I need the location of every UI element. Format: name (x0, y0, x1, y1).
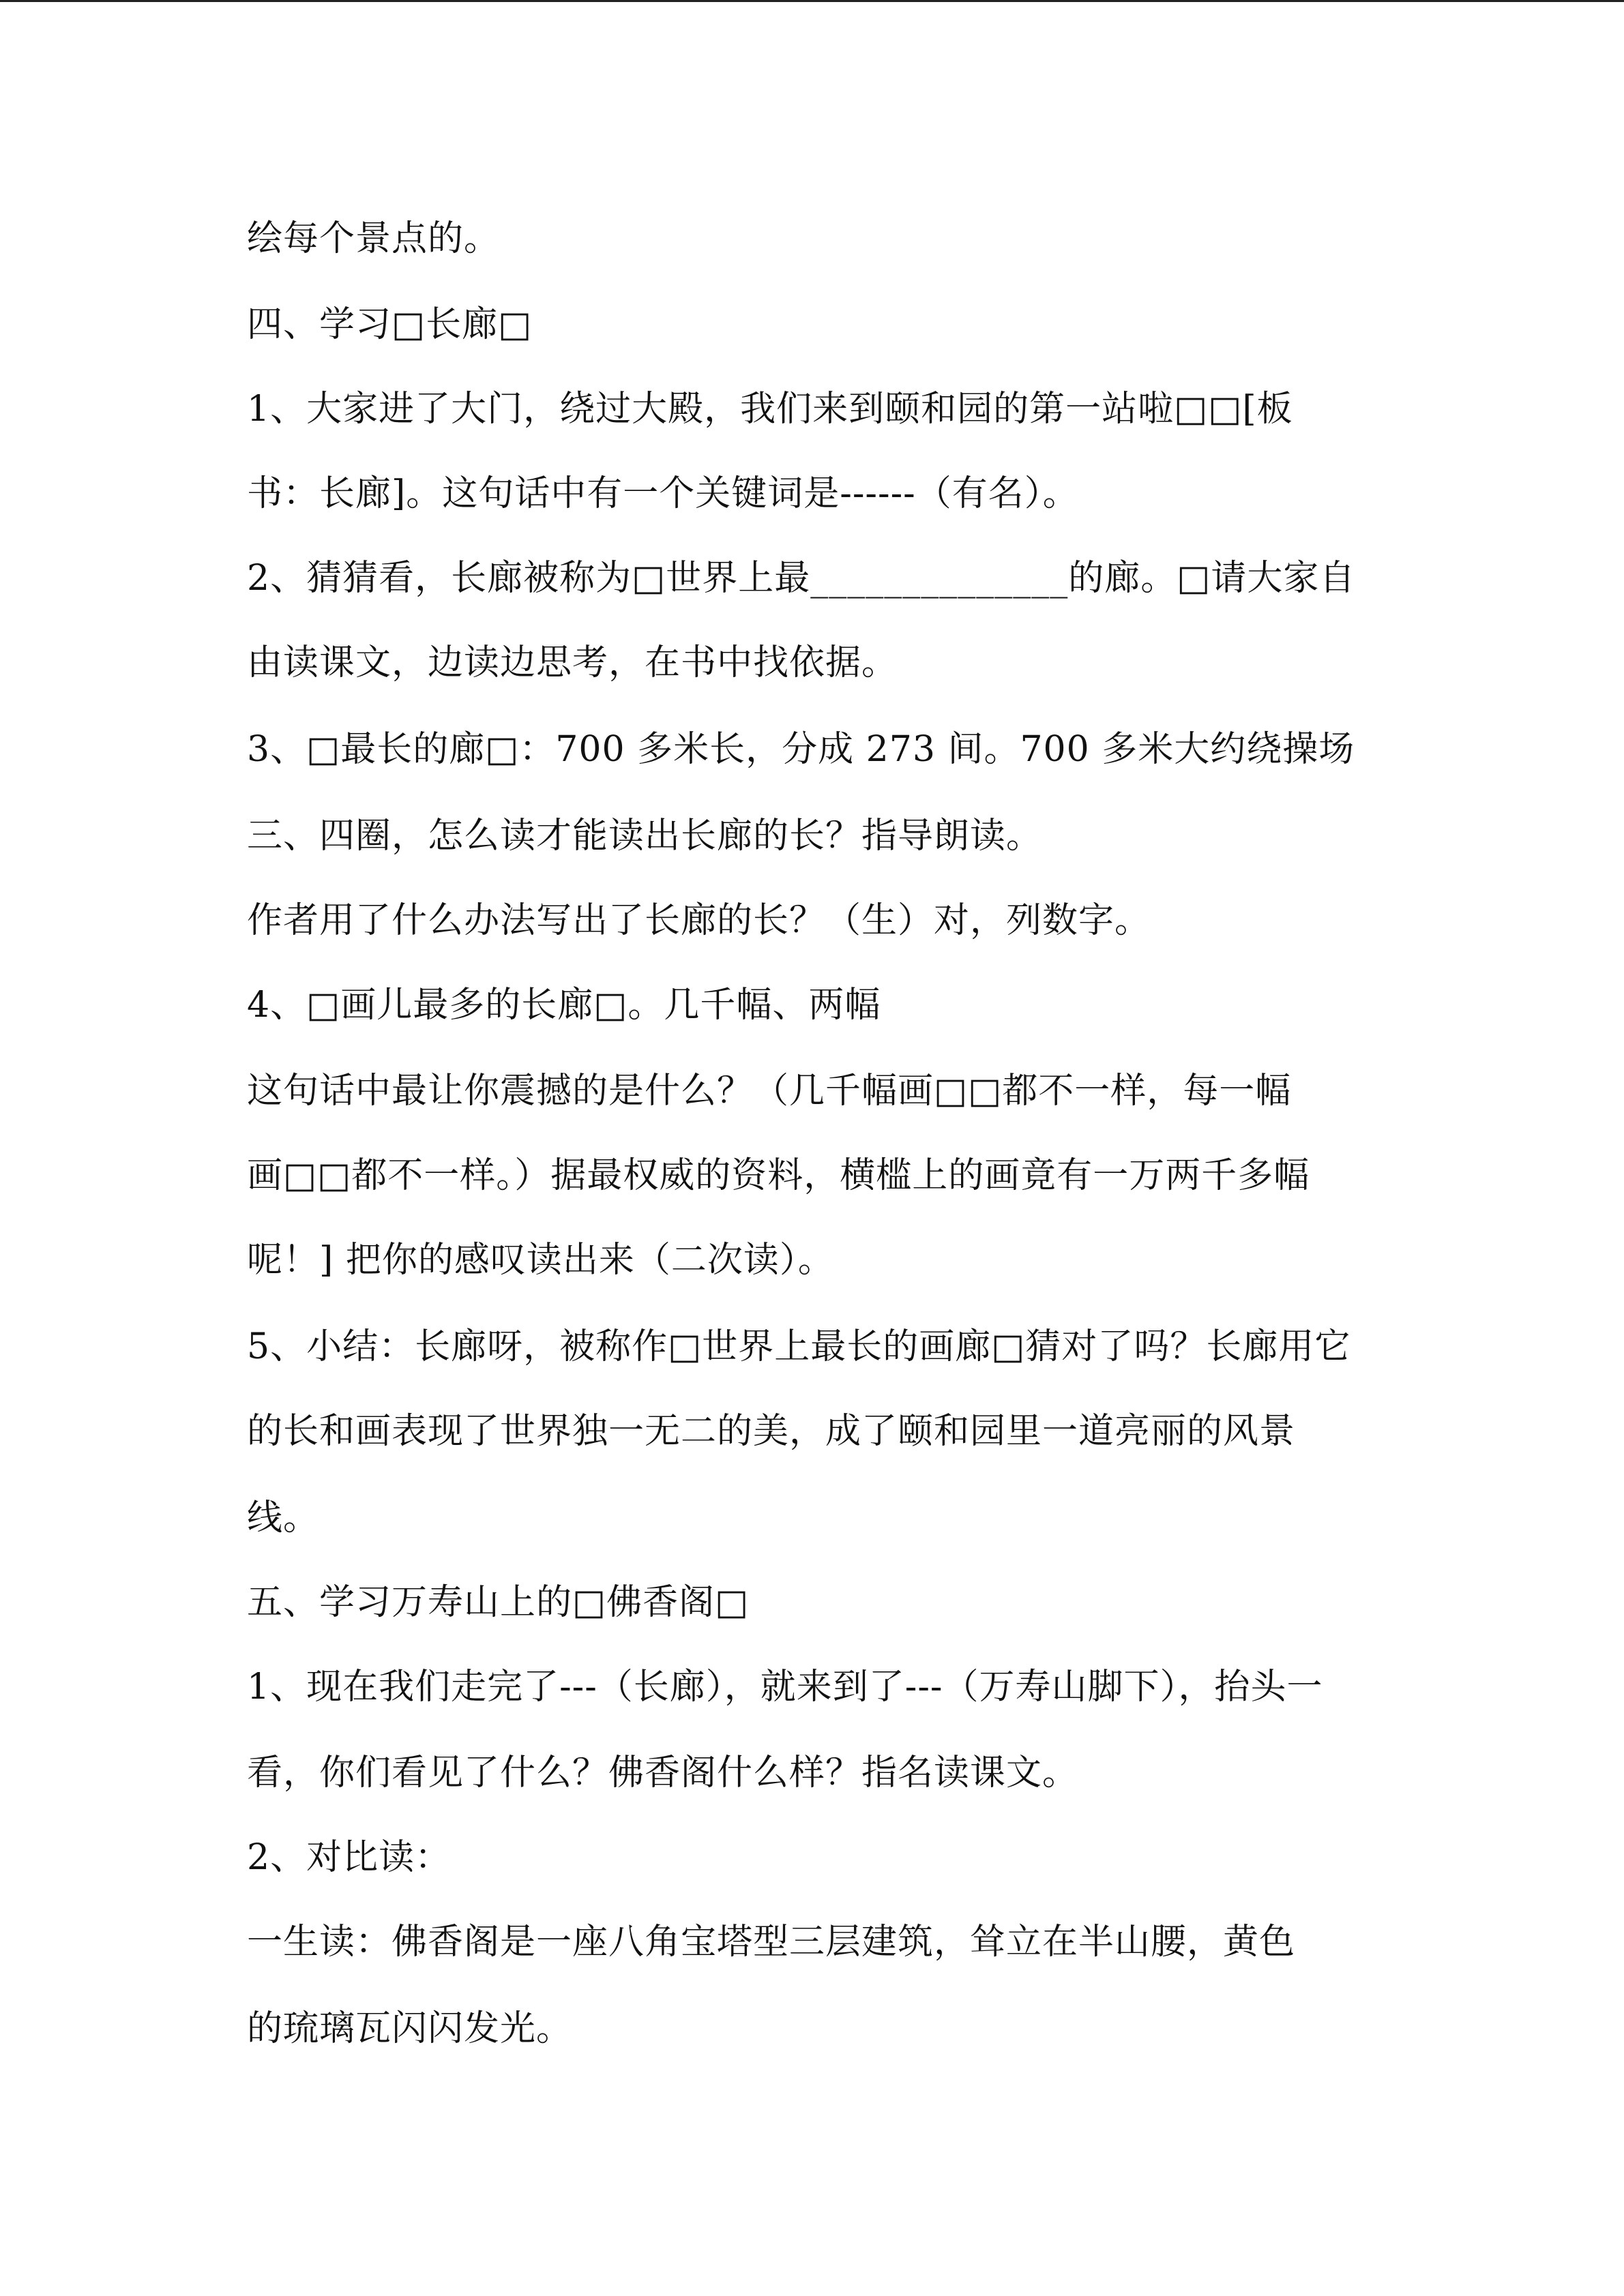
text-line-1: 绘每个景点的。 (247, 218, 501, 259)
text-line-22: 的琉璃瓦闪闪发光。 (247, 2008, 573, 2049)
section-heading-4: 四、学习□长廊□ (247, 304, 533, 345)
text-line-14: 5、小结：长廊呀，被称作□世界上最长的画廊□猜对了吗？长廊用它 (247, 1326, 1351, 1367)
text-line-9: 作者用了什么办法写出了长廊的长？（生）对，列数字。 (247, 900, 1151, 941)
text-line-4: 书：长廊]。这句话中有一个关键词是------（有名）。 (247, 473, 1079, 514)
text-line-7: 3、□最长的廊□：700 多米长，分成 273 间。700 多米大约绕操场 (247, 729, 1355, 770)
text-line-19: 看，你们看见了什么？佛香阁什么样？指名读课文。 (247, 1753, 1079, 1793)
text-line-11: 这句话中最让你震撼的是什么？（几千幅画□□都不一样，每一幅 (247, 1071, 1292, 1112)
section-heading-5: 五、学习万寿山上的□佛香阁□ (247, 1582, 750, 1623)
text-line-12: 画□□都不一样。）据最权威的资料，横槛上的画竟有一万两千多幅 (247, 1155, 1310, 1196)
text-line-21: 一生读：佛香阁是一座八角宝塔型三层建筑，耸立在半山腰，黄色 (247, 1922, 1296, 1963)
text-line-20: 2、对比读： (247, 1837, 452, 1878)
page-top-border (0, 0, 1624, 2)
text-line-15: 的长和画表现了世界独一无二的美，成了颐和园里一道亮丽的风景 (247, 1411, 1296, 1452)
text-line-18: 1、现在我们走完了---（长廊），就来到了---（万寿山脚下），抬头一 (247, 1667, 1323, 1708)
text-line-5: 2、猜猜看，长廊被称为□世界上最______________的廊。□请大家自 (247, 558, 1356, 599)
text-line-8: 三、四圈，怎么读才能读出长廊的长？指导朗读。 (247, 816, 1043, 856)
text-line-3: 1、大家进了大门，绕过大殿，我们来到颐和园的第一站啦□□[板 (247, 389, 1293, 430)
text-line-13: 呢！] 把你的感叹读出来（二次读）。 (247, 1240, 834, 1281)
text-line-10: 4、□画儿最多的长廊□。几千幅、两幅 (247, 985, 881, 1026)
text-line-6: 由读课文，边读边思考，在书中找依据。 (247, 642, 898, 683)
text-line-16: 线。 (247, 1497, 320, 1538)
